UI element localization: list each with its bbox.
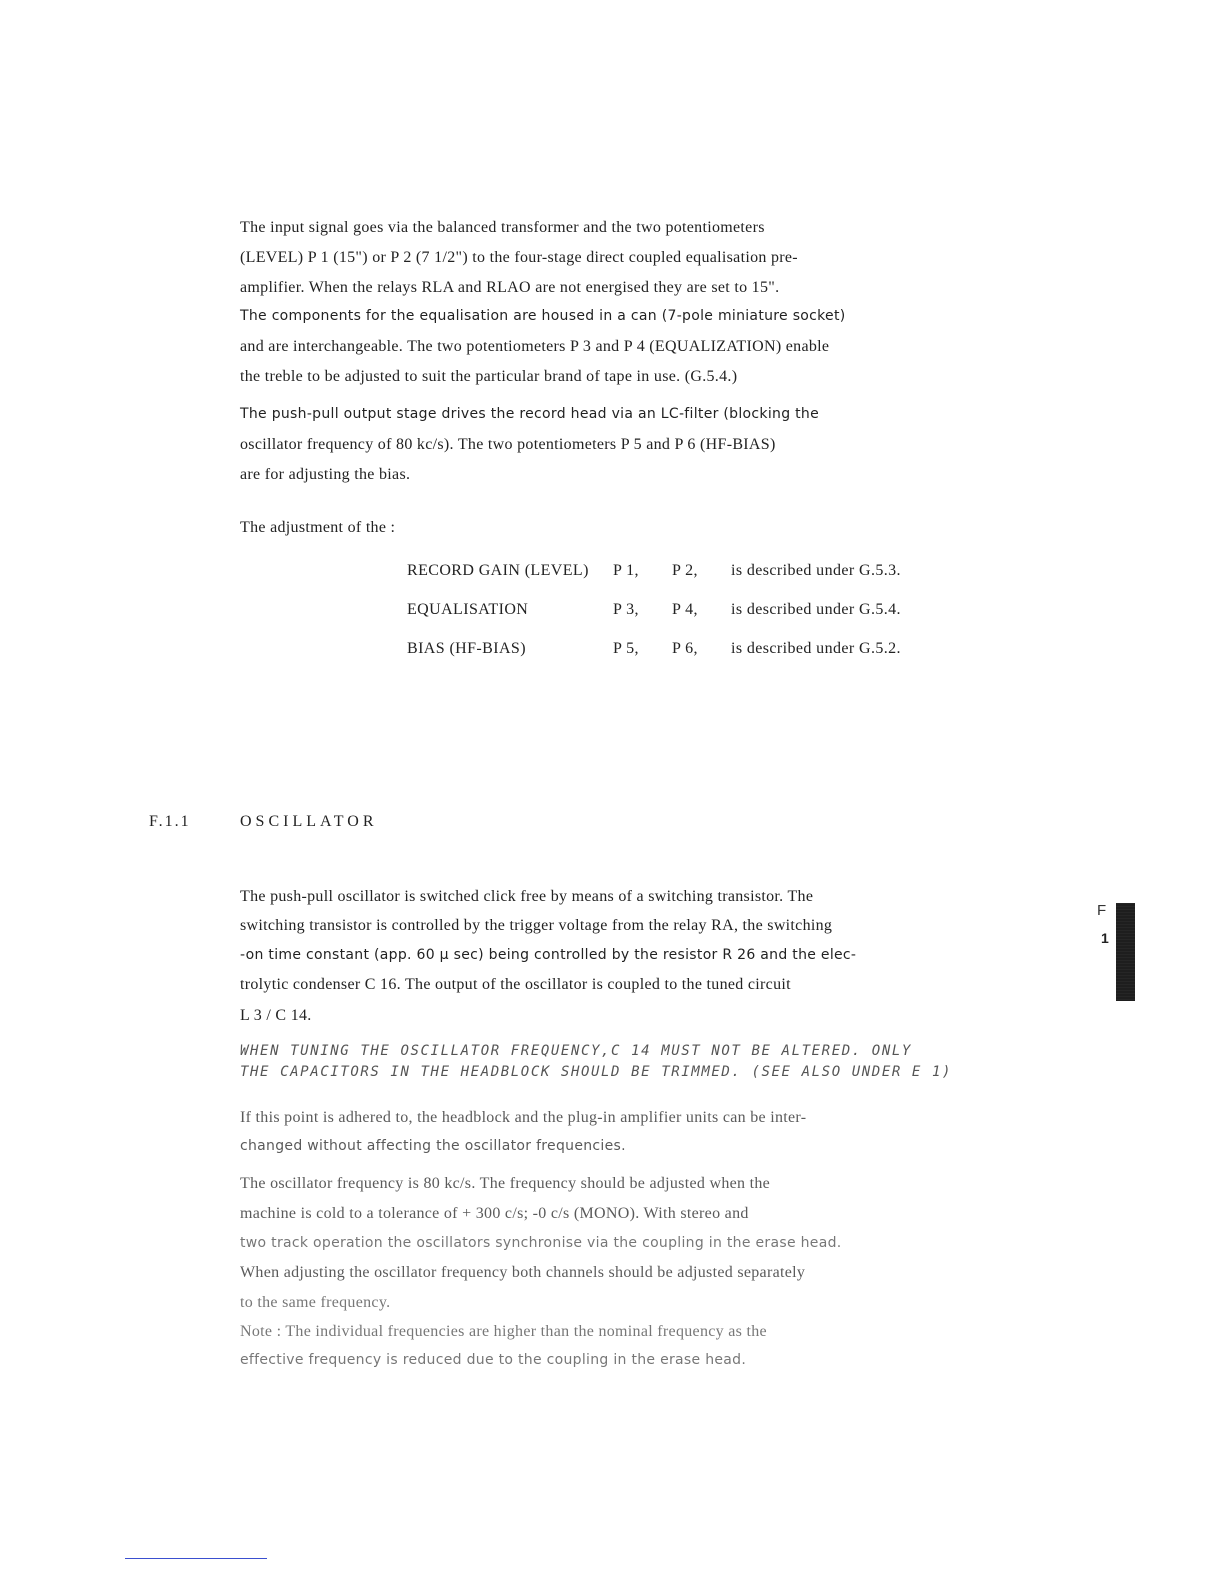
side-tab-number: 1 [1101,930,1109,946]
text-line: (LEVEL) P 1 (15") or P 2 (7 1/2") to the four-stage direct coupled equalisation pre- [240,249,798,266]
text-line: The input signal goes via the balanced transformer and the two potentiometers [240,219,765,236]
text-line: amplifier. When the relays RLA and RLAO are not energised they are set to 15". [240,279,780,296]
text-line: two track operation the oscillators synchronise via the coupling in the erase head. [240,1235,842,1251]
adjust-p1: P 1, [613,562,639,579]
side-tab-bar [1116,903,1135,1001]
text-line: and are interchangeable. The two potentiometers P 3 and P 4 (EQUALIZATION) enable [240,338,830,355]
adjust-p2: P 2, [672,562,698,579]
footer-divider [125,1558,267,1559]
adjust-name: EQUALISATION [407,601,529,618]
adjust-name: BIAS (HF-BIAS) [407,640,526,657]
text-line: machine is cold to a tolerance of + 300 c/s; -0 c/s (MONO). With stereo and [240,1205,749,1222]
text-line: are for adjusting the bias. [240,466,411,483]
text-line: the treble to be adjusted to suit the particular brand of tape in use. (G.5.4.) [240,368,738,385]
adjust-p2: P 6, [672,640,698,657]
adjust-p1: P 3, [613,601,639,618]
warning-line: WHEN TUNING THE OSCILLATOR FREQUENCY,C 14 MUST NOT BE ALTERED. ONLY [240,1043,912,1059]
adjust-desc: is described under G.5.3. [731,562,901,579]
section-title: OSCILLATOR [240,813,378,830]
adjust-p1: P 5, [613,640,639,657]
text-line: to the same frequency. [240,1294,391,1311]
text-line: oscillator frequency of 80 kc/s). The two potentiometers P 5 and P 6 (HF-BIAS) [240,436,776,453]
section-number: F.1.1 [149,813,191,830]
text-line: effective frequency is reduced due to the coupling in the erase head. [240,1352,747,1368]
side-tab-letter: F [1097,902,1107,919]
text-line: The oscillator frequency is 80 kc/s. The frequency should be adjusted when the [240,1175,771,1192]
text-line: -on time constant (app. 60 µ sec) being controlled by the resistor R 26 and the elec- [240,947,857,963]
adjust-p2: P 4, [672,601,698,618]
text-line: changed without affecting the oscillator frequencies. [240,1138,626,1154]
text-line: L 3 / C 14. [240,1007,312,1024]
adjust-intro: The adjustment of the : [240,519,396,536]
text-line: The components for the equalisation are housed in a can (7-pole miniature socket) [240,308,846,324]
adjust-desc: is described under G.5.2. [731,640,901,657]
text-line: switching transistor is controlled by the trigger voltage from the relay RA, the switching [240,917,833,934]
text-line: trolytic condenser C 16. The output of the oscillator is coupled to the tuned circuit [240,976,791,993]
text-line: The push-pull oscillator is switched click free by means of a switching transistor. The [240,888,814,905]
text-line: The push-pull output stage drives the record head via an LC-filter (blocking the [240,406,820,422]
text-line: Note : The individual frequencies are higher than the nominal frequency as the [240,1323,767,1340]
adjust-desc: is described under G.5.4. [731,601,901,618]
warning-line: THE CAPACITORS IN THE HEADBLOCK SHOULD BE TRIMMED. (SEE ALSO UNDER E 1) [240,1064,953,1080]
text-line: When adjusting the oscillator frequency both channels should be adjusted separately [240,1264,806,1281]
adjust-name: RECORD GAIN (LEVEL) [407,562,589,579]
text-line: If this point is adhered to, the headblock and the plug-in amplifier units can be inter- [240,1109,807,1126]
